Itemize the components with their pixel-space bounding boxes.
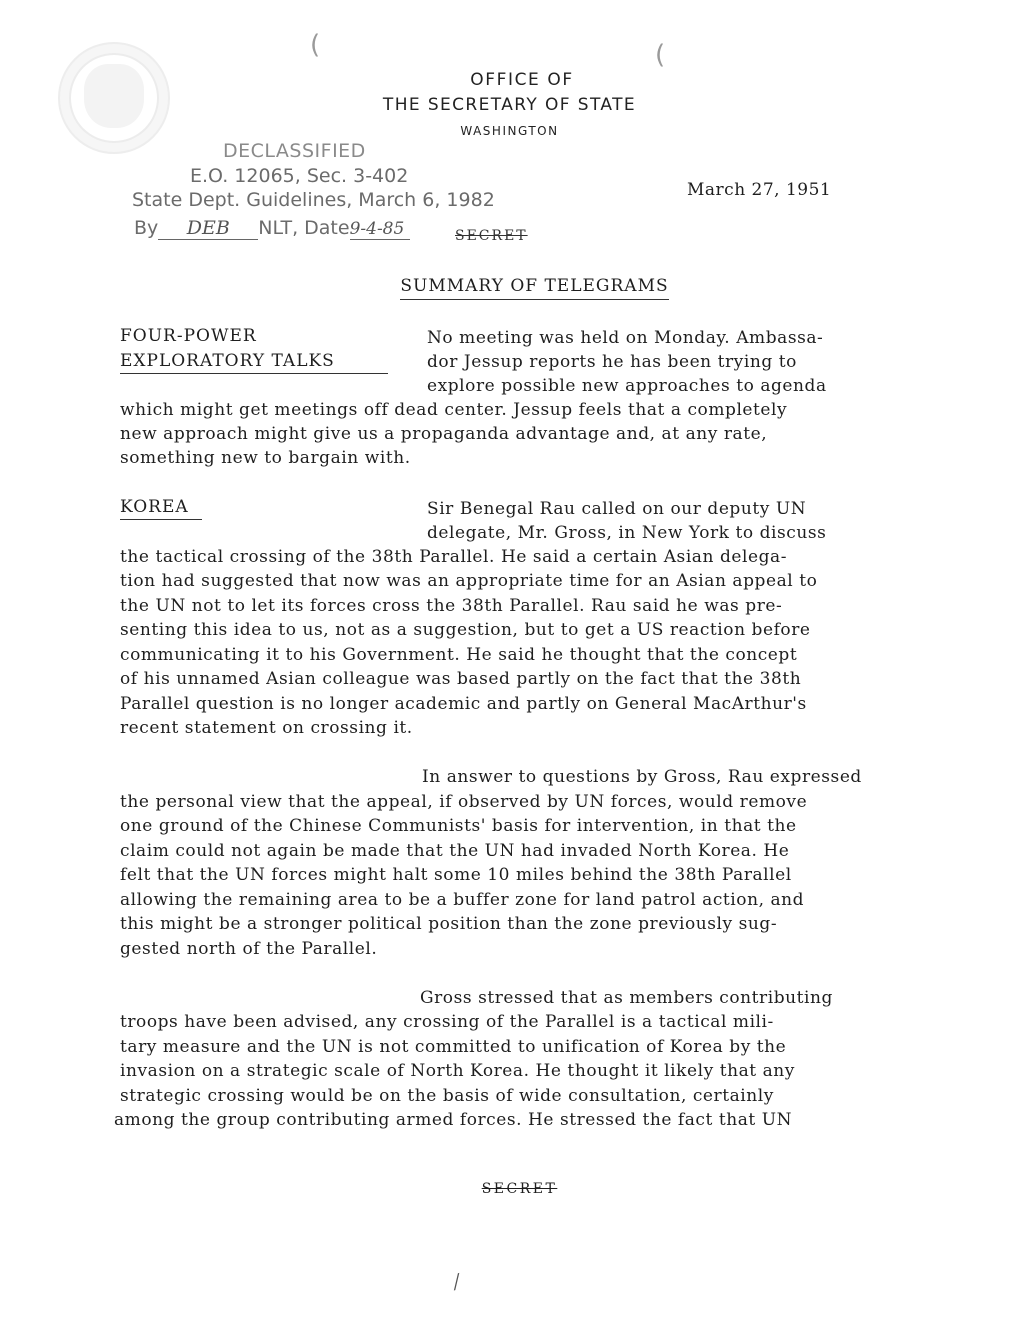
body-line: Gross stressed that as members contributing [420,988,833,1008]
body-line: which might get meetings off dead center. Jessup feels that a completely [120,400,788,420]
body-line: claim could not again be made that the UN had invaded North Korea. He [120,841,790,861]
declassified-stamp: DECLASSIFIED [223,140,366,162]
punch-mark-icon: ( [655,40,666,70]
pen-scratch-icon: ⁄ [451,1270,462,1294]
by-label: By [134,217,159,239]
body-line: of his unnamed Asian colleague was based partly on the fact that the 38th [120,669,802,689]
body-line: the UN not to let its forces cross the 38th Parallel. Rau said he was pre- [120,596,783,616]
body-line: tary measure and the UN is not committed to unification of Korea by the [120,1037,787,1057]
declassified-eo: E.O. 12065, Sec. 3-402 [190,165,409,187]
body-line: recent statement on crossing it. [120,718,413,738]
letterhead-city: WASHINGTON [460,124,559,138]
letterhead-office: OFFICE OF [470,70,574,90]
document-date: March 27, 1951 [687,180,832,200]
body-line: among the group contributing armed forces. He stressed the fact that UN [114,1110,793,1130]
body-line: the tactical crossing of the 38th Parallel. He said a certain Asian delega- [120,547,787,567]
declassified-guidelines: State Dept. Guidelines, March 6, 1982 [132,189,495,211]
heading-exploratory-talks: EXPLORATORY TALKS [120,349,388,374]
punch-mark-icon: ( [310,30,321,60]
nlt-label: NLT, Date [258,217,350,239]
body-line: new approach might give us a propaganda advantage and, at any rate, [120,424,768,444]
body-line: troops have been advised, any crossing of the Parallel is a tactical mili- [120,1012,774,1032]
heading-four-power: FOUR-POWER [120,326,257,346]
body-line: this might be a stronger political position than the zone previously sug- [120,914,778,934]
body-line: the personal view that the appeal, if observed by UN forces, would remove [120,792,808,812]
body-line: something new to bargain with. [120,448,411,468]
body-line: tion had suggested that now was an appropriate time for an Asian appeal to [120,571,818,591]
body-line: delegate, Mr. Gross, in New York to discuss [427,523,827,543]
document-title: SUMMARY OF TELEGRAMS [0,276,1009,296]
declass-date: 9-4-85 [349,219,405,239]
classification-bottom: SECRET [481,1181,558,1197]
body-line: communicating it to his Government. He said he thought that the concept [120,645,798,665]
body-line: Parallel question is no longer academic and partly on General MacArthur's [120,694,807,714]
body-line: one ground of the Chinese Communists' basis for intervention, in that the [120,816,797,836]
body-line: allowing the remaining area to be a buffer zone for land patrol action, and [120,890,805,910]
body-line: strategic crossing would be on the basis of wide consultation, certainly [120,1086,774,1106]
heading-korea: KOREA [120,495,202,520]
by-initials: DEB [186,217,230,239]
classification-top: SECRET [455,228,528,244]
body-line: dor Jessup reports he has been trying to [427,352,797,372]
body-line: No meeting was held on Monday. Ambassa- [427,328,824,348]
body-line: Sir Benegal Rau called on our deputy UN [427,499,807,519]
letterhead-secretary: THE SECRETARY OF STATE [382,95,637,115]
body-line: gested north of the Parallel. [120,939,378,959]
body-line: felt that the UN forces might halt some 10 miles behind the 38th Parallel [120,865,792,885]
body-line: explore possible new approaches to agenda [427,376,827,396]
body-line: In answer to questions by Gross, Rau expressed [422,767,862,787]
declassified-by-line [134,217,410,240]
body-line: senting this idea to us, not as a suggestion, but to get a US reaction before [120,620,811,640]
body-line: invasion on a strategic scale of North Korea. He thought it likely that any [120,1061,795,1081]
